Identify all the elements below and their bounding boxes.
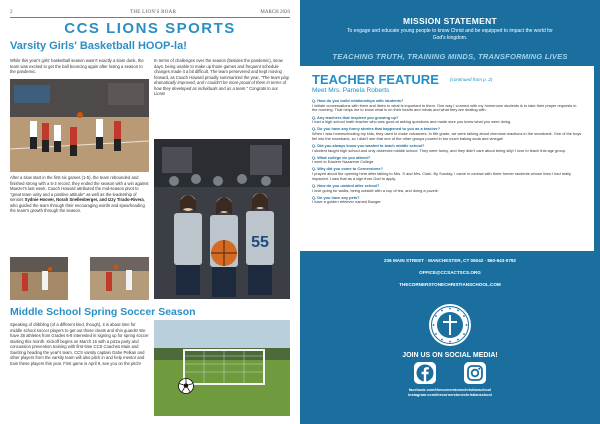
section-title: CCS LIONS SPORTS	[64, 20, 236, 37]
gym-photo-right	[90, 257, 149, 300]
issue-date: MARCH 2020	[260, 10, 290, 15]
teacher-feature-panel	[300, 66, 594, 251]
question: Q. Why did you come to Cornerstone?	[312, 166, 383, 172]
svg-text:55: 55	[251, 234, 269, 251]
answer: I initiate conversations with them and listen to what is important to them. One way I connect with my homeroom students is to take their prayer requests in the morning. That helps me to know what is on their hearts and minds and what they are dealing with.	[312, 102, 577, 113]
answer: I had a high school math teacher who was good at asking questions and made sure you knew what you were doing.	[312, 119, 512, 125]
answer: I love going for walks, being outside with a cup of tea, and doing a puzzle.	[312, 187, 439, 193]
page-number: 2	[10, 10, 13, 15]
question: Q. How do you unwind after school?	[312, 182, 380, 188]
social-links	[300, 388, 600, 398]
school-website[interactable]: THECORNERSTONECHRISTIANSCHOOL.COM	[399, 282, 501, 287]
answer: I prayed about the opening here after talking to Mrs. S and Mrs. Clark. By Sunday, I came in contact with three former students whose lives I had really impacted. I saw that as a sign from God to apply.	[312, 171, 571, 181]
school-email[interactable]: OFFICE@CCSACTSCS.ORG	[419, 270, 481, 275]
basketball-intro: While this year's girls' basketball season wasn't exactly a slam dunk, the team was excited to get the ball bouncing again after losing a season to the pandemic.	[10, 58, 144, 74]
interview-qa	[312, 99, 582, 205]
continued-note: (continued from p. 2)	[450, 77, 493, 82]
teacher-feature-subtitle: Meet Mrs. Pamela Roberts	[312, 87, 390, 94]
social-heading: JOIN US ON SOCIAL MEDIA!	[402, 352, 498, 359]
mission-text: To engage and educate young people to know Christ and be equipped to impact the world for God's kingdom.	[347, 28, 553, 41]
basketball-headline: Varsity Girls' Basketball HOOP-la!	[10, 40, 187, 52]
school-address: 236 MAIN STREET · MANCHESTER, CT 06042 · 860-643-0792	[384, 258, 516, 263]
coach-quote: "The team play, dramatically improved, and I couldn't be more proud of them in terms of how they developed as individuals and as a team."	[154, 74, 290, 91]
question: Q. Do you have any funny stories that happened to you as a teacher?	[312, 126, 440, 132]
instagram-icon[interactable]	[464, 362, 486, 384]
soccer-body: Speaking of dribbling (of a different kind, though), it is about time for middle school soccer players to get out those cleats and shin guards! We have 38 athletes from Grades 6-8 interested in signing up for spring soccer starting this month. Kickoff begins on March 15 with a pizza party and concussion prevention training with first-time CCS Coaches Main and Suelzing heading the year's team. CCS varsity captain Gabe Pelkan and other players from the varsity team will also pitch in and help mentor and train these players this year. First game is April 9, see you on the pitch!	[10, 322, 149, 366]
header-divider	[10, 17, 290, 18]
basketball-challenges: In terms of challenges over the season (besides the pandemic), snow days, being unable to make up those games and frequent schedule changes made it a bit difficult. The team persevered and kept moving forward, as Coach Howard proudly summarized the year, "The team play, dramatically improved, and I couldn't be more proud of them in terms of how they developed as individuals and as a team." Congrats to our Lions!	[154, 58, 290, 96]
answer: I have a golden retriever named Banger.	[312, 199, 382, 205]
question: Q. Any teachers that inspired you growing up?	[312, 114, 399, 120]
soccer-headline: Middle School Spring Soccer Season	[10, 306, 196, 318]
question: Q. What college do you attend?	[312, 154, 371, 160]
right-page	[300, 0, 600, 424]
answer: I student taught high school and only observed middle school. They were funny, and they didn't care about being silly! I love to teach this age group.	[312, 147, 567, 153]
tagline: TEACHING TRUTH, TRAINING MINDS, TRANSFORMING LIVES	[332, 52, 568, 61]
basketball-season-recap: After a slow start in the first six games (1-5), the team rebounded and finished strong with a 5-3 record, they ended the season with a win against Maezer's last week. Coach Howard attributed the mid-season pivot to "great team unity and a positive attitude" as well as the leadership of seniors Sydnie Hoover, Norah Snellenberger, and Izzy Tirado-Rivera, who guided the team through their encouraging words and spearheading the team's growth through the season.	[10, 175, 149, 213]
question: Q. Did you always know you wanted to teach middle school?	[312, 142, 425, 148]
answer: I went to Eastern Nazarene College.	[312, 159, 375, 165]
gym-photo-left	[10, 257, 68, 300]
soccer-ball-icon	[178, 378, 194, 394]
seniors-team-photo	[154, 139, 290, 299]
mission-title: MISSION STATEMENT	[402, 16, 498, 26]
facebook-icon[interactable]	[414, 362, 436, 384]
soccer-field-photo	[154, 320, 290, 416]
question: Q. Do you have any pets?	[312, 194, 360, 200]
senior-names: Sydnie Hoover, Norah Snellenberger, and Izzy Tirado-Rivera	[24, 197, 144, 202]
instagram-link[interactable]: instagram.com/thecornerstonechristianschool	[408, 393, 492, 397]
basketball-game-photo	[10, 79, 149, 172]
teacher-feature-title: TEACHER FEATURE	[312, 72, 439, 87]
facebook-link[interactable]: facebook.com/thecornerstonechristianschool	[408, 388, 492, 392]
publication-title: THE LION'S ROAR	[130, 10, 177, 15]
school-seal-icon	[428, 303, 472, 347]
question: Q. How do you build relationships with students?	[312, 98, 404, 103]
answer: When I was homeschooling my kids, they used to make volcanoes. In 6th grade, we were talking about chemical reactions in the snowbank. One of the boys fell into the snowbank, so I didn't see that one of the other groups poured in too much baking soda and vinegar!	[312, 131, 582, 141]
